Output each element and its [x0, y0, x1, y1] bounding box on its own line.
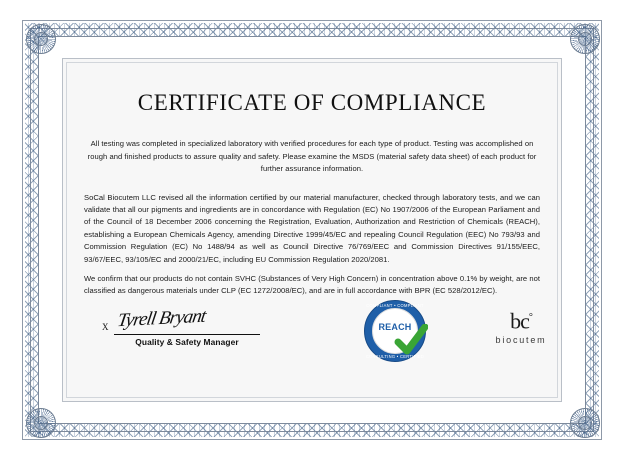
reach-seal-arc-top: COMPLIANT • COMPLIANT [366, 303, 424, 308]
certificate-content [78, 72, 546, 388]
corner-rosette-top-left-icon [26, 24, 56, 54]
reach-seal-label: REACH [378, 322, 412, 332]
signature-x-mark: X [102, 322, 109, 332]
certificate-paragraph-1: SoCal Biocutem LLC revised all the information certified by our material manufacturer, checked through laboratory tests, and we can validate that all our pigments and ingredients are in concordance with Regulation (EC) No 1907/2006 of the European Parliament and of the Council of 18 December 2006 concerning the Registration, Evaluation, Authorization and Restriction of Chemicals (REACH), establishing a European Chemicals Agency, amending Directive 1999/45/EC and repealing Council Regulation (EEC) No 793/93 and Commission Regulation (EC) No 1488/94 as well as Council Directive 76/769/EEC and Commission Directives 91/155/EEC, 93/67/EEC, 93/105/EC and 2000/21/EC, including EU Commission Regulation 2020/2081. [84, 192, 540, 264]
handwritten-signature: Tyrell Bryant [115, 305, 207, 332]
corner-rosette-top-right-icon [570, 24, 600, 54]
signature-title: Quality & Safety Manager [135, 337, 239, 347]
biocutem-logo-mark [466, 306, 576, 333]
reach-certification-seal [364, 300, 426, 362]
biocutem-logo [466, 306, 576, 345]
certificate-intro-text: All testing was completed in specialized laboratory with verified procedures for each type of product. Testing was accomplished on rough and finished products to assure quality and safety. Please examine the MSDS (material safety data sheet) of each product for further assurance information. [87, 139, 537, 173]
biocutem-logo-superscript: ° [528, 312, 532, 323]
biocutem-logo-name: biocutem [495, 335, 547, 346]
certificate-body-text [78, 192, 546, 298]
certificate-title: CERTIFICATE OF COMPLIANCE [137, 90, 487, 115]
corner-rosette-bottom-right-icon [570, 408, 600, 438]
corner-rosette-bottom-left-icon [26, 408, 56, 438]
check-icon [394, 324, 428, 358]
certificate-paragraph-2: We confirm that our products do not contain SVHC (Substances of Very High Concern) in concentration above 0.1% by weight, are not classified as dangerous materials under CLP (EC 1272/2008/EC), and are in full accordance with BPR (EC 528/2012/EC). [84, 273, 540, 296]
signature-line [114, 334, 260, 335]
reach-seal-arc-bottom: CONSULTING • CERTIFIED [365, 354, 425, 359]
biocutem-logo-letters: bc [510, 308, 529, 334]
